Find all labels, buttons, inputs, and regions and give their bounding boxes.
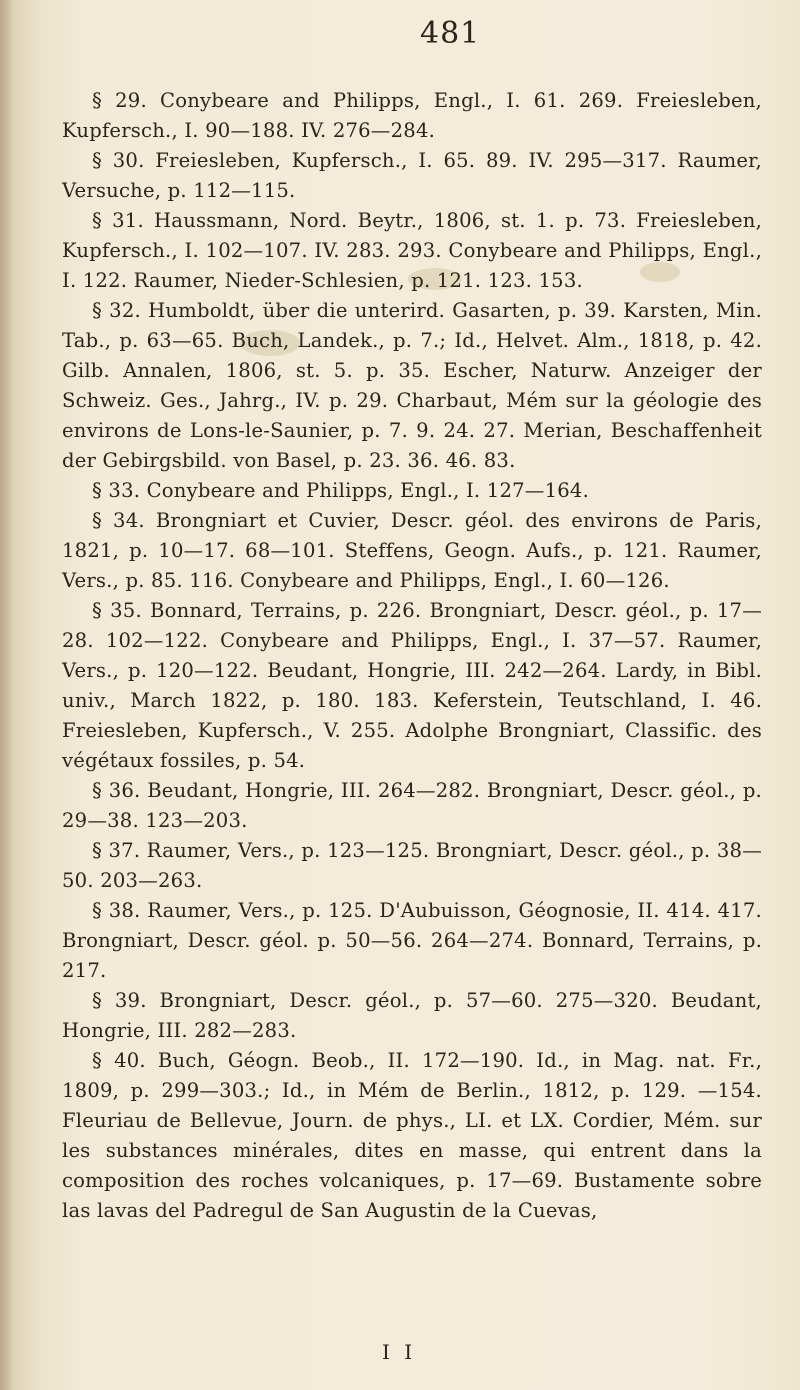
page-edge-shadow xyxy=(0,0,14,1390)
paragraph-38: § 38. Raumer, Vers., p. 125. D'Aubuisson, Géognosie, II. 414. 417. Brongniart, Descr. géol. p. 50—56. 264—274. Bonnard, Terrains, p. 217. xyxy=(62,899,762,982)
paragraph-37: § 37. Raumer, Vers., p. 123—125. Brongniart, Descr. géol., p. 38—50. 203—263. xyxy=(62,839,762,892)
printer-signature: I I xyxy=(382,1340,417,1364)
paragraph-36: § 36. Beudant, Hongrie, III. 264—282. Brongniart, Descr. géol., p. 29—38. 123—203. xyxy=(62,779,762,832)
text-body xyxy=(62,86,762,1226)
paragraph-32: § 32. Humboldt, über die unterird. Gasarten, p. 39. Karsten, Min. Tab., p. 63—65. Buch, Landek., p. 7.; Id., Helvet. Alm., 1818, p. 42. Gilb. Annalen, 1806, st. 5. p. 35. Escher, Naturw. Anzeiger der Schweiz. Ges., Jahrg., IV. p. 29. Charbaut, Mém sur la géologie des environs de Lons-le-Saunier, p. 7. 9. 24. 27. Merian, Beschaffenheit der Gebirgsbild. von Basel, p. 23. 36. 46. 83. xyxy=(62,299,762,472)
page-number: 481 xyxy=(420,16,481,51)
paragraph-33: § 33. Conybeare and Philipps, Engl., I. 127—164. xyxy=(92,479,590,502)
paragraph-34: § 34. Brongniart et Cuvier, Descr. géol. des environs de Paris, 1821, p. 10—17. 68—101. Steffens, Geogn. Aufs., p. 121. Raumer, Vers., p. 85. 116. Conybeare and Philipps, Engl., I. 60—126. xyxy=(62,509,762,592)
paragraph-40: § 40. Buch, Géogn. Beob., II. 172—190. Id., in Mag. nat. Fr., 1809, p. 299—303.; Id., in Mém de Berlin., 1812, p. 129. —154. Fleuriau de Bellevue, Journ. de phys., LI. et LX. Cordier, Mém. sur les substances minérales, dites en masse, qui entrent dans la composition des roches volcaniques, p. 17—69. Bustamente sobre las lavas del Padregul de San Augustin de la Cuevas, xyxy=(62,1049,762,1222)
paragraph-35: § 35. Bonnard, Terrains, p. 226. Brongniart, Descr. géol., p. 17—28. 102—122. Conybeare and Philipps, Engl., I. 37—57. Raumer, Vers., p. 120—122. Beudant, Hongrie, III. 242—264. Lardy, in Bibl. univ., March 1822, p. 180. 183. Keferstein, Teutschland, I. 46. Freiesleben, Kupfersch., V. 255. Adolphe Brongniart, Classific. des végétaux fossiles, p. 54. xyxy=(62,599,762,772)
paragraph-29: § 29. Conybeare and Philipps, Engl., I. 61. 269. Freiesleben, Kupfersch., I. 90—188. IV. 276—284. xyxy=(62,89,762,142)
paragraph-39: § 39. Brongniart, Descr. géol., p. 57—60. 275—320. Beudant, Hongrie, III. 282—283. xyxy=(62,989,762,1042)
paragraph-31: § 31. Haussmann, Nord. Beytr., 1806, st. 1. p. 73. Freiesleben, Kupfersch., I. 102—107. IV. 283. 293. Conybeare and Philipps, Engl., I. 122. Raumer, Nieder-Schlesien, p. 121. 123. 153. xyxy=(62,209,762,292)
paragraph-30: § 30. Freiesleben, Kupfersch., I. 65. 89. IV. 295—317. Raumer, Versuche, p. 112—115. xyxy=(62,149,762,202)
